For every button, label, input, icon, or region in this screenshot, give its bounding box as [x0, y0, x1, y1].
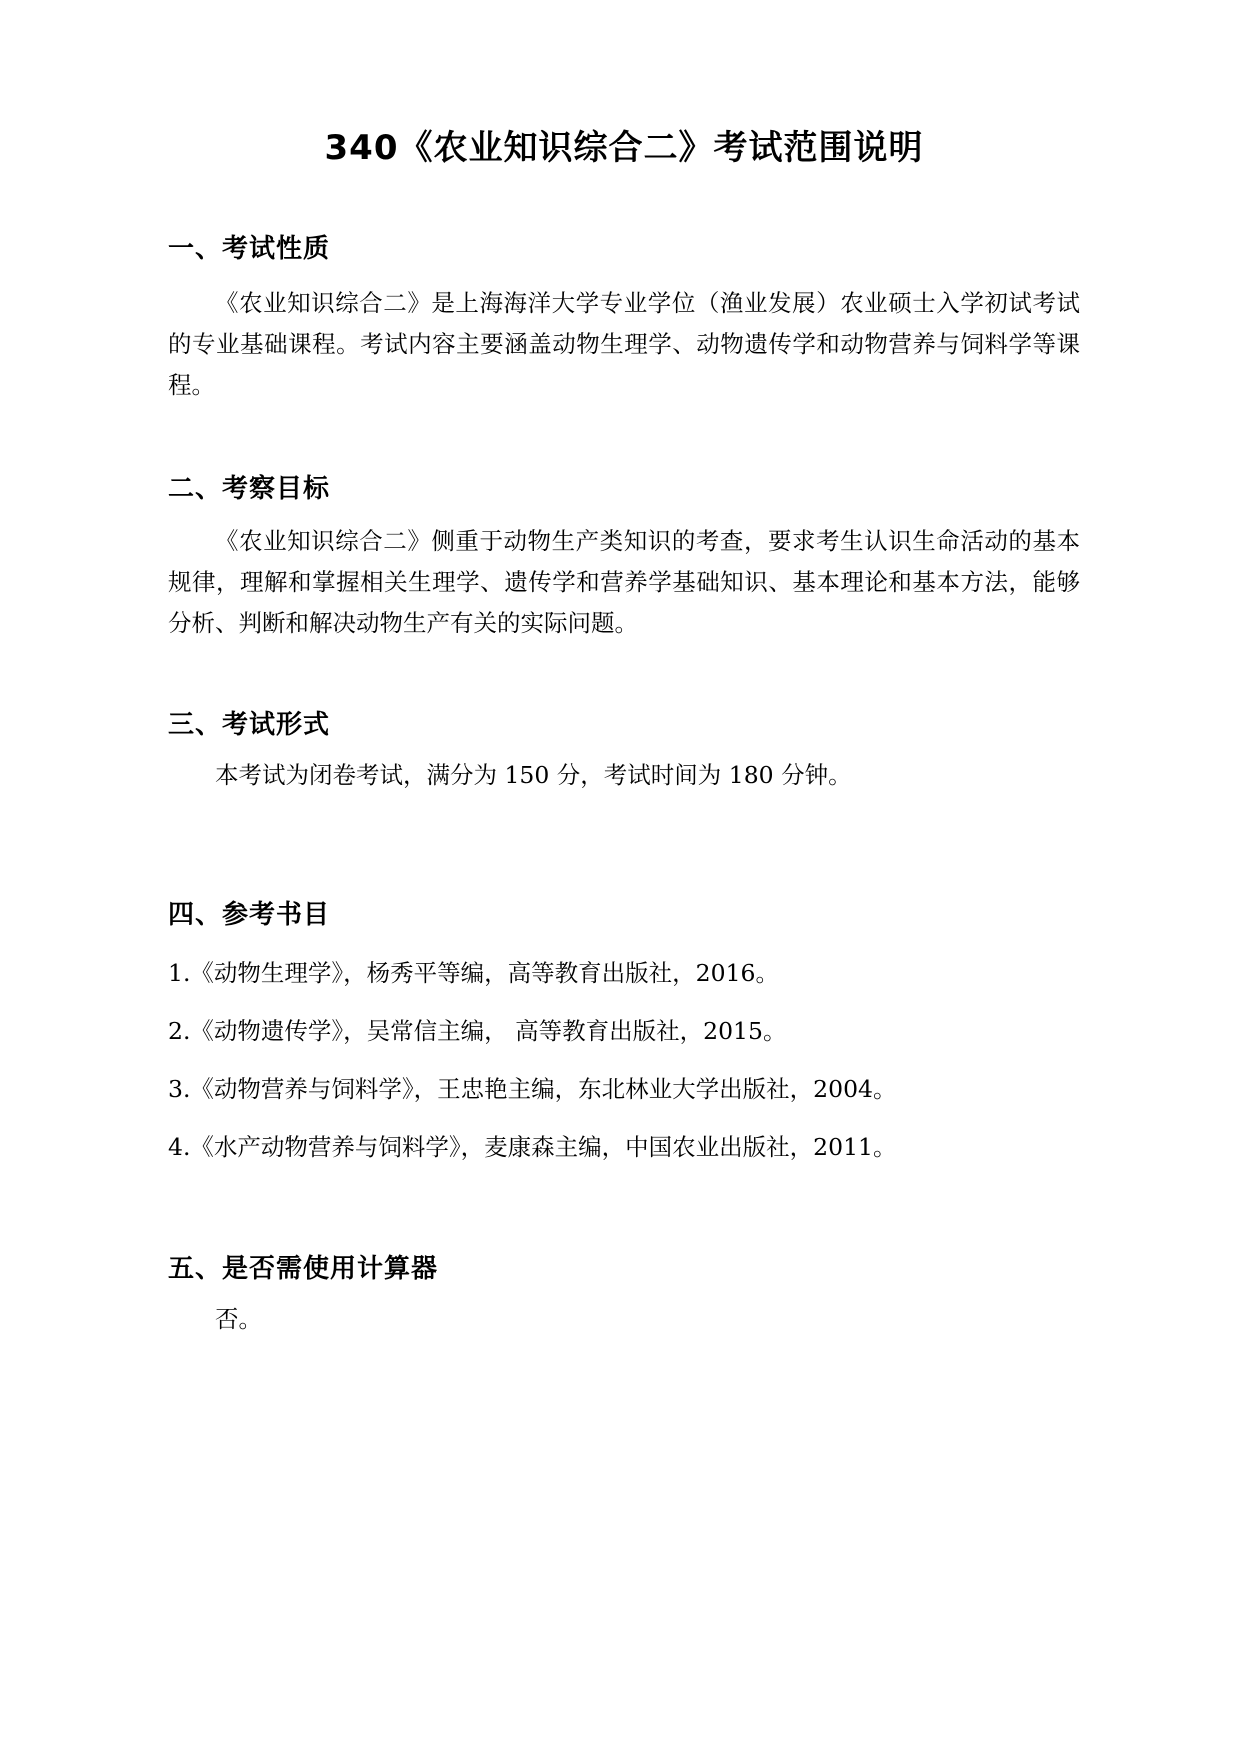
list-item: 3.《动物营养与饲料学》，王忠艳主编，东北林业大学出版社，2004。 [168, 1075, 897, 1104]
section-paragraph-calculator-needed: 否。 [215, 1305, 262, 1334]
section-heading-exam-nature: 一、考试性质 [168, 234, 331, 265]
section-heading-exam-format: 三、考试形式 [168, 710, 331, 741]
list-item: 4.《水产动物营养与饲料学》，麦康森主编，中国农业出版社，2011。 [168, 1133, 897, 1162]
section-heading-reference-books: 四、参考书目 [168, 900, 331, 931]
section-heading-assessment-goals: 二、考察目标 [168, 474, 331, 505]
document-content [168, 0, 1080, 1340]
reference-list [168, 931, 1080, 1168]
section-paragraph-exam-nature: 《农业知识综合二》是上海海洋大学专业学位（渔业发展）农业硕士入学初试考试的专业基础课程。考试内容主要涵盖动物生理学、动物遗传学和动物营养与饲料学等课程。 [168, 289, 1080, 400]
list-item: 2.《动物遗传学》，吴常信主编， 高等教育出版社，2015。 [168, 1017, 787, 1046]
section-paragraph-exam-format: 本考试为闭卷考试，满分为 150 分，考试时间为 180 分钟。 [215, 761, 852, 790]
section-paragraph-assessment-goals: 《农业知识综合二》侧重于动物生产类知识的考查，要求考生认识生命活动的基本规律，理解和掌握相关生理学、遗传学和营养学基础知识、基本理论和基本方法，能够分析、判断和解决动物生产有关的实际问题。 [168, 527, 1080, 638]
list-item: 1.《动物生理学》，杨秀平等编，高等教育出版社，2016。 [168, 959, 779, 988]
section-heading-calculator-needed: 五、是否需使用计算器 [168, 1254, 439, 1285]
page-title: 340《农业知识综合二》考试范围说明 [324, 128, 924, 168]
